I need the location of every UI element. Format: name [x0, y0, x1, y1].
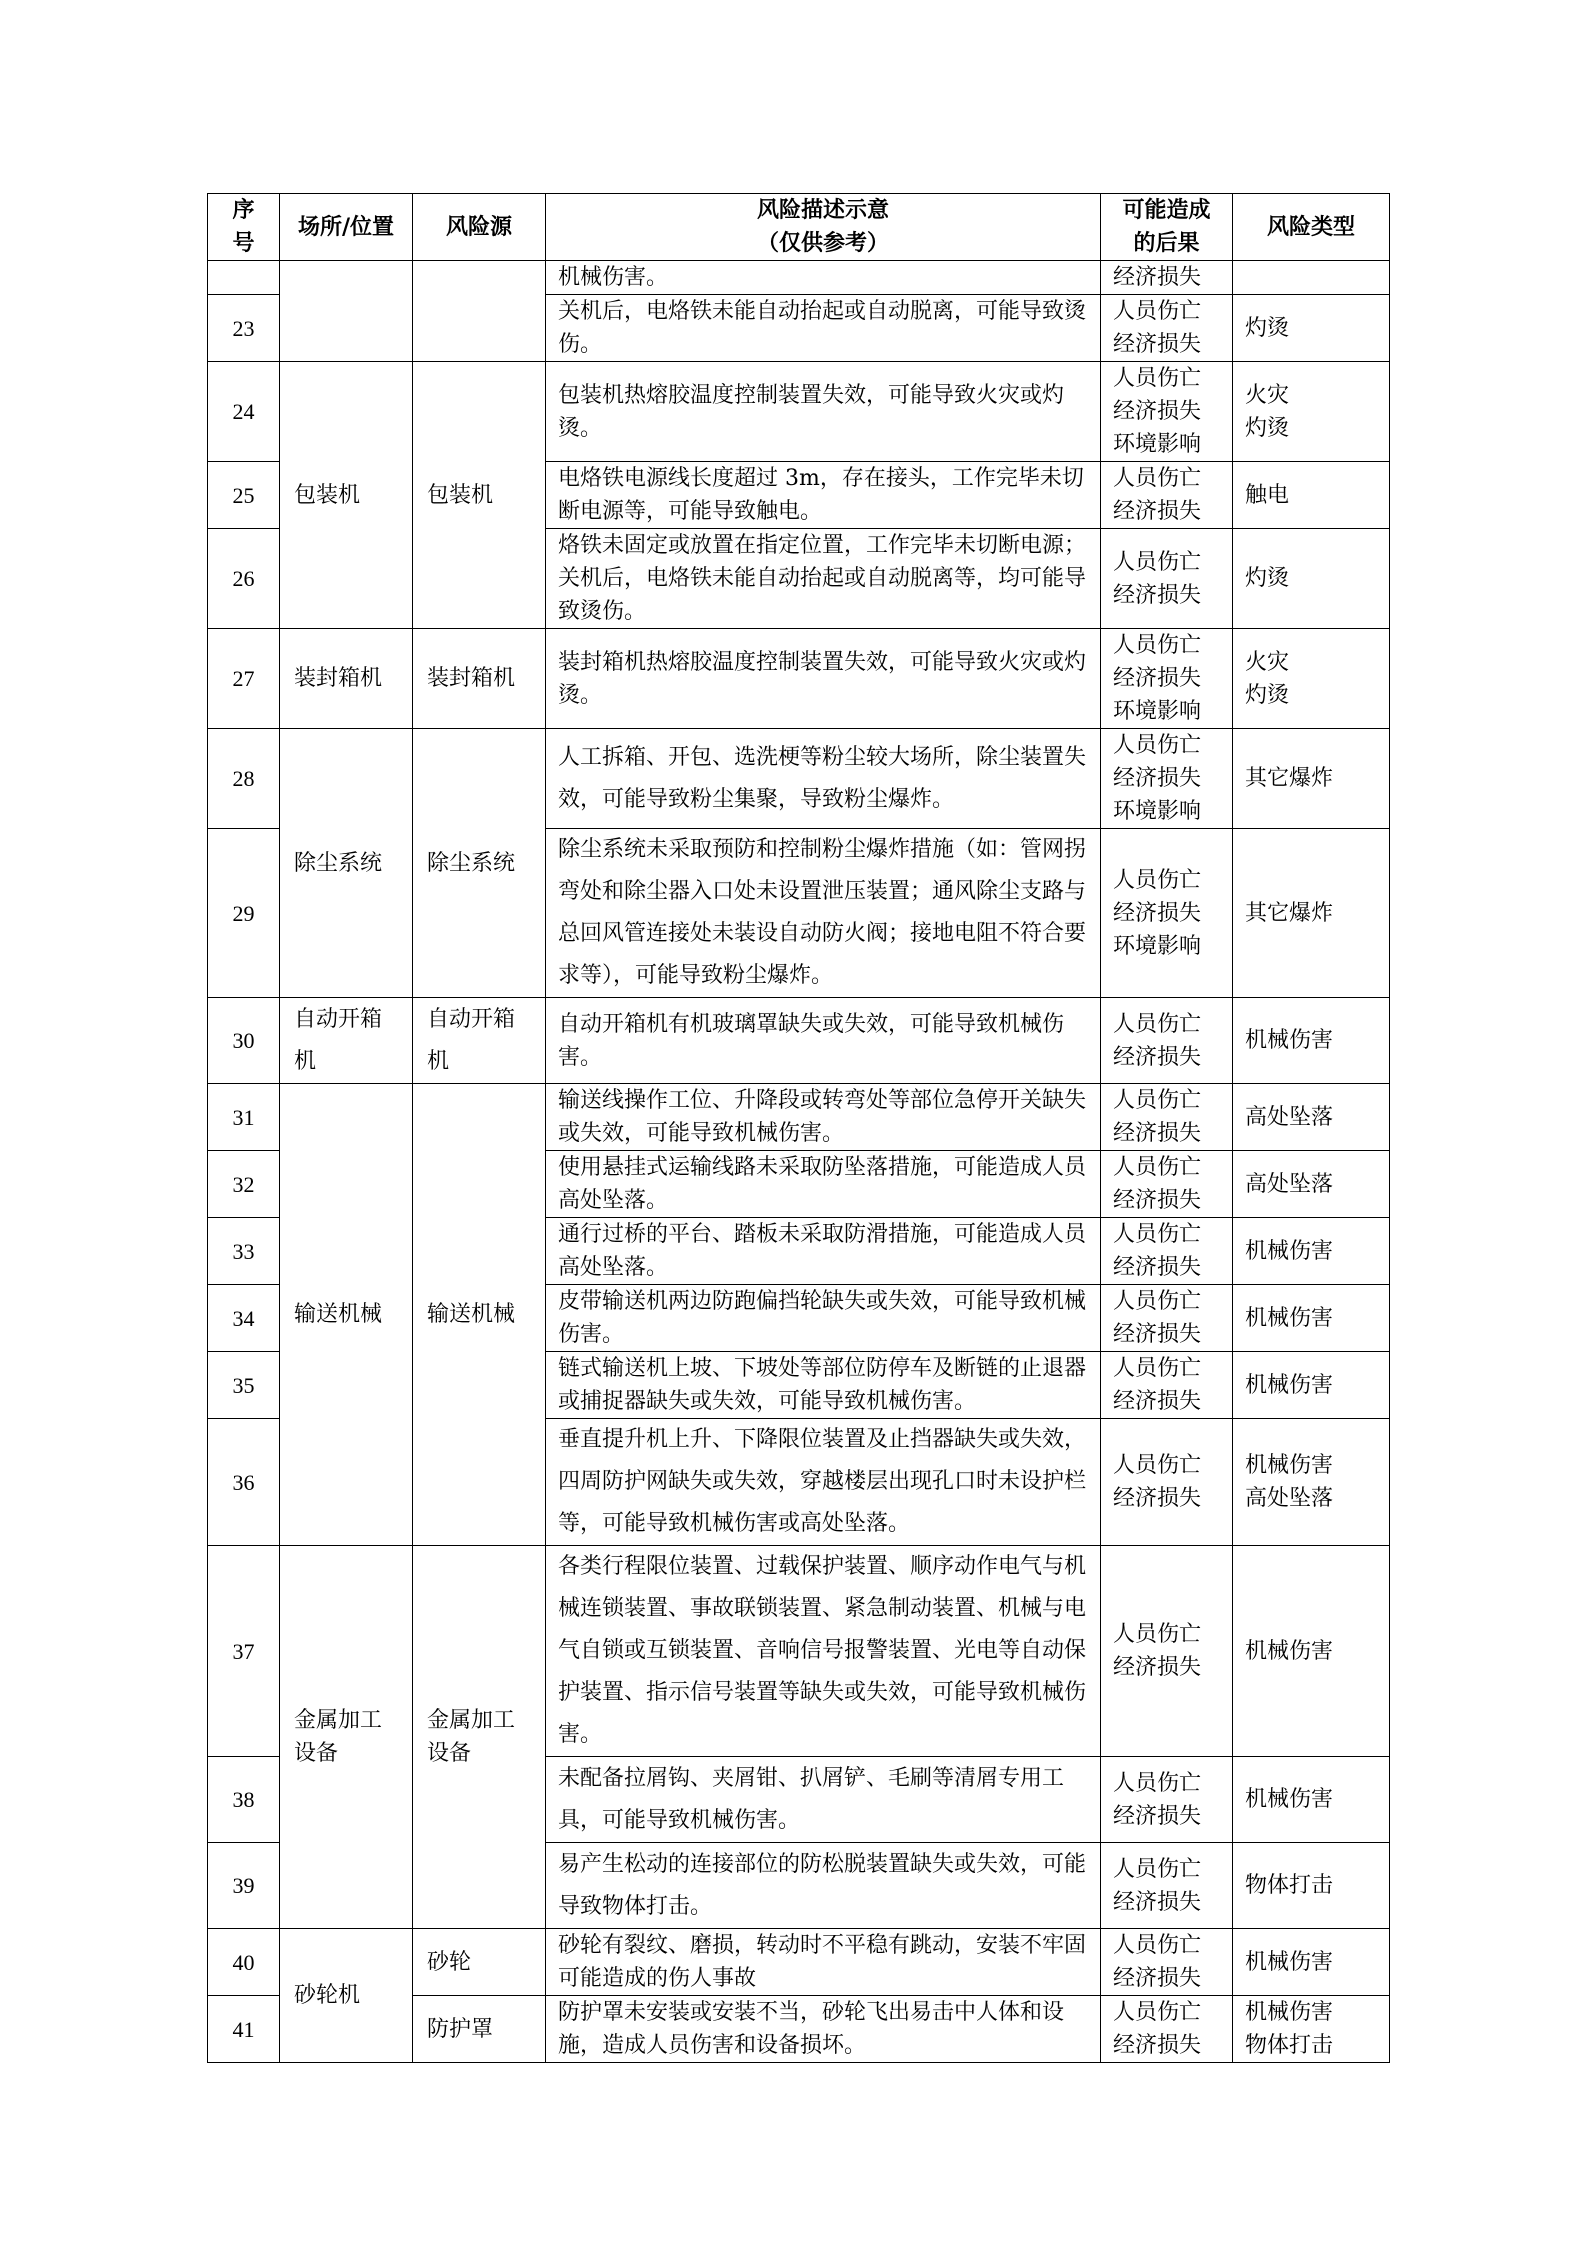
row-type: 高处坠落 — [1233, 1084, 1390, 1151]
header-description — [546, 194, 1101, 261]
row-type: 机械伤害 — [1233, 1285, 1390, 1352]
row-description: 垂直提升机上升、下降限位装置及止挡器缺失或失效，四周防护网缺失或失效，穿越楼层出现孔口时未设护栏等，可能导致机械伤害或高处坠落。 — [546, 1419, 1101, 1546]
row-type: 机械伤害 — [1233, 1546, 1390, 1757]
table-row — [208, 1084, 1390, 1151]
table-row — [208, 362, 1390, 462]
row-num: 38 — [208, 1757, 280, 1843]
row-num: 32 — [208, 1151, 280, 1218]
row-source: 输送机械 — [413, 1084, 546, 1546]
header-description-line1: 风险描述示意 — [756, 197, 889, 223]
row-consequence: 人员伤亡 经济损失 — [1101, 1218, 1233, 1285]
header-source: 风险源 — [413, 194, 546, 261]
row-consequence: 人员伤亡 经济损失 环境影响 — [1101, 362, 1233, 462]
row-type: 机械伤害 高处坠落 — [1233, 1419, 1390, 1546]
table-row — [208, 1546, 1390, 1757]
row-description: 易产生松动的连接部位的防松脱装置缺失或失效，可能导致物体打击。 — [546, 1843, 1101, 1929]
row-consequence: 人员伤亡 经济损失 — [1101, 462, 1233, 529]
row-num: 31 — [208, 1084, 280, 1151]
row-type: 机械伤害 — [1233, 1929, 1390, 1996]
row-num: 39 — [208, 1843, 280, 1929]
row-place: 金属加工设备 — [280, 1546, 413, 1929]
row-description: 砂轮有裂纹、磨损，转动时不平稳有跳动，安装不牢固可能造成的伤人事故 — [546, 1929, 1101, 1996]
row-consequence: 人员伤亡 经济损失 环境影响 — [1101, 829, 1233, 998]
row-type: 高处坠落 — [1233, 1151, 1390, 1218]
row-place: 装封箱机 — [280, 629, 413, 729]
row-description: 烙铁未固定或放置在指定位置，工作完毕未切断电源；关机后，电烙铁未能自动抬起或自动脱离等，均可能导致烫伤。 — [546, 529, 1101, 629]
header-description-line2: （仅供参考） — [756, 230, 889, 256]
row-consequence: 人员伤亡 经济损失 环境影响 — [1101, 629, 1233, 729]
row-type: 其它爆炸 — [1233, 729, 1390, 829]
row-type: 火灾 灼烫 — [1233, 362, 1390, 462]
row-description: 皮带输送机两边防跑偏挡轮缺失或失效，可能导致机械伤害。 — [546, 1285, 1101, 1352]
row-consequence: 人员伤亡 经济损失 — [1101, 1352, 1233, 1419]
row-description: 链式输送机上坡、下坡处等部位防停车及断链的止退器或捕捉器缺失或失效，可能导致机械伤害。 — [546, 1352, 1101, 1419]
row-consequence: 人员伤亡 经济损失 — [1101, 1843, 1233, 1929]
row-source: 包装机 — [413, 362, 546, 629]
row-consequence: 人员伤亡 经济损失 — [1101, 529, 1233, 629]
row-type: 火灾 灼烫 — [1233, 629, 1390, 729]
row-source: 防护罩 — [413, 1996, 546, 2063]
row-num: 37 — [208, 1546, 280, 1757]
header-type: 风险类型 — [1233, 194, 1390, 261]
row-num: 34 — [208, 1285, 280, 1352]
row-place: 自动开箱机 — [280, 998, 413, 1084]
row-num: 26 — [208, 529, 280, 629]
table-row — [208, 261, 1390, 295]
row-num: 25 — [208, 462, 280, 529]
row-num: 30 — [208, 998, 280, 1084]
row-num: 33 — [208, 1218, 280, 1285]
row-num: 24 — [208, 362, 280, 462]
row-num: 28 — [208, 729, 280, 829]
row-consequence: 人员伤亡 经济损失 — [1101, 1419, 1233, 1546]
row-consequence: 人员伤亡 经济损失 — [1101, 1929, 1233, 1996]
row-source: 装封箱机 — [413, 629, 546, 729]
row-num: 36 — [208, 1419, 280, 1546]
risk-table — [207, 193, 1390, 2063]
row-place — [280, 261, 413, 362]
row-place: 输送机械 — [280, 1084, 413, 1546]
row-num: 27 — [208, 629, 280, 729]
row-num — [208, 261, 280, 295]
row-description: 防护罩未安装或安装不当，砂轮飞出易击中人体和设施，造成人员伤害和设备损坏。 — [546, 1996, 1101, 2063]
row-place: 砂轮机 — [280, 1929, 413, 2063]
row-consequence: 人员伤亡 经济损失 — [1101, 998, 1233, 1084]
row-description: 未配备拉屑钩、夹屑钳、扒屑铲、毛刷等清屑专用工具，可能导致机械伤害。 — [546, 1757, 1101, 1843]
row-num: 41 — [208, 1996, 280, 2063]
row-num: 35 — [208, 1352, 280, 1419]
table-row — [208, 1929, 1390, 1996]
row-type: 其它爆炸 — [1233, 829, 1390, 998]
row-consequence: 人员伤亡 经济损失 — [1101, 1285, 1233, 1352]
row-description: 包装机热熔胶温度控制装置失效，可能导致火灾或灼烫。 — [546, 362, 1101, 462]
row-source: 金属加工设备 — [413, 1546, 546, 1929]
row-type: 灼烫 — [1233, 529, 1390, 629]
row-description: 机械伤害。 — [546, 261, 1101, 295]
row-consequence: 人员伤亡 经济损失 — [1101, 1996, 1233, 2063]
row-source: 自动开箱机 — [413, 998, 546, 1084]
row-source — [413, 261, 546, 362]
row-consequence: 人员伤亡 经济损失 — [1101, 1084, 1233, 1151]
row-consequence: 人员伤亡 经济损失 — [1101, 1151, 1233, 1218]
row-consequence: 人员伤亡 经济损失 — [1101, 1757, 1233, 1843]
row-source: 除尘系统 — [413, 729, 546, 998]
row-description: 装封箱机热熔胶温度控制装置失效，可能导致火灾或灼烫。 — [546, 629, 1101, 729]
row-description: 自动开箱机有机玻璃罩缺失或失效，可能导致机械伤害。 — [546, 998, 1101, 1084]
row-place: 除尘系统 — [280, 729, 413, 998]
table-header-row — [208, 194, 1390, 261]
row-type: 机械伤害 — [1233, 1218, 1390, 1285]
row-description: 人工拆箱、开包、选洗梗等粉尘较大场所，除尘装置失效，可能导致粉尘集聚，导致粉尘爆炸。 — [546, 729, 1101, 829]
header-seq: 序 号 — [208, 194, 280, 261]
row-num: 40 — [208, 1929, 280, 1996]
row-type: 机械伤害 — [1233, 1352, 1390, 1419]
row-description: 使用悬挂式运输线路未采取防坠落措施，可能造成人员高处坠落。 — [546, 1151, 1101, 1218]
row-description: 除尘系统未采取预防和控制粉尘爆炸措施（如：管网拐弯处和除尘器入口处未设置泄压装置；通风除尘支路与总回风管连接处未装设自动防火阀；接地电阻不符合要求等），可能导致粉尘爆炸。 — [546, 829, 1101, 998]
row-type: 机械伤害 — [1233, 998, 1390, 1084]
row-description: 输送线操作工位、升降段或转弯处等部位急停开关缺失或失效，可能导致机械伤害。 — [546, 1084, 1101, 1151]
row-consequence: 经济损失 — [1101, 261, 1233, 295]
table-row — [208, 998, 1390, 1084]
header-place: 场所/位置 — [280, 194, 413, 261]
row-type: 机械伤害 物体打击 — [1233, 1996, 1390, 2063]
row-source: 砂轮 — [413, 1929, 546, 1996]
header-consequence: 可能造成 的后果 — [1101, 194, 1233, 261]
row-type: 触电 — [1233, 462, 1390, 529]
row-description: 电烙铁电源线长度超过 3m，存在接头，工作完毕未切断电源等，可能导致触电。 — [546, 462, 1101, 529]
row-place: 包装机 — [280, 362, 413, 629]
row-type: 物体打击 — [1233, 1843, 1390, 1929]
row-consequence: 人员伤亡 经济损失 环境影响 — [1101, 729, 1233, 829]
row-description: 关机后，电烙铁未能自动抬起或自动脱离，可能导致烫伤。 — [546, 295, 1101, 362]
row-num: 29 — [208, 829, 280, 998]
row-consequence: 人员伤亡 经济损失 — [1101, 295, 1233, 362]
row-consequence: 人员伤亡 经济损失 — [1101, 1546, 1233, 1757]
table-row — [208, 729, 1390, 829]
row-num: 23 — [208, 295, 280, 362]
row-type: 机械伤害 — [1233, 1757, 1390, 1843]
row-description: 各类行程限位装置、过载保护装置、顺序动作电气与机械连锁装置、事故联锁装置、紧急制动装置、机械与电气自锁或互锁装置、音响信号报警装置、光电等自动保护装置、指示信号装置等缺失或失效，可能导致机械伤害。 — [546, 1546, 1101, 1757]
row-description: 通行过桥的平台、踏板未采取防滑措施，可能造成人员高处坠落。 — [546, 1218, 1101, 1285]
row-type — [1233, 261, 1390, 295]
row-type: 灼烫 — [1233, 295, 1390, 362]
table-row — [208, 629, 1390, 729]
